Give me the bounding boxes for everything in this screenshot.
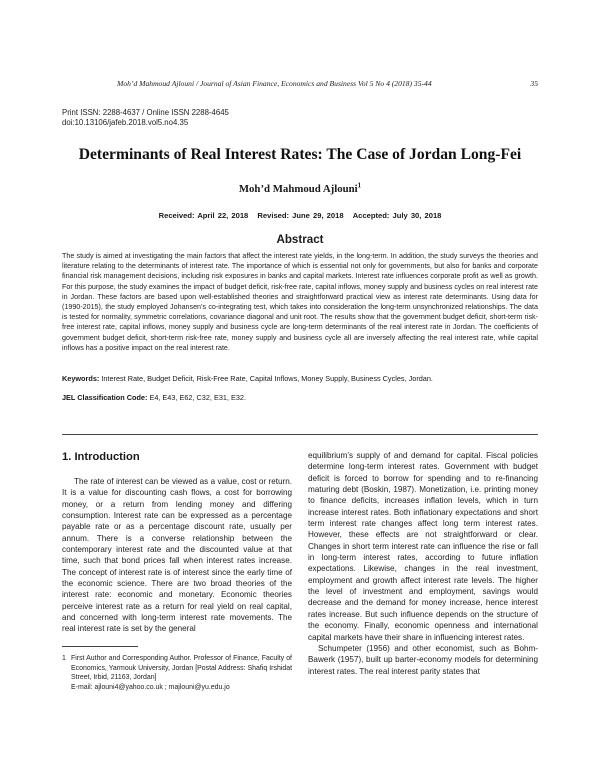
received-date: Received: April 22, 2018 bbox=[158, 211, 249, 220]
left-column bbox=[62, 476, 292, 635]
footnote-email: E-mail: ajlouni4@yahoo.co.uk ; majlouni@yu.edu.jo bbox=[71, 683, 230, 691]
keywords-label: Keywords: bbox=[62, 374, 100, 383]
revised-date: Revised: June 29, 2018 bbox=[257, 211, 344, 220]
running-header-text: Moh’d Mahmoud Ajlouni / Journal of Asian Finance, Economics and Business Vol 5 No 4 (2018) 35-44 bbox=[117, 79, 432, 88]
footnote-number: 1 bbox=[62, 655, 66, 662]
submission-dates bbox=[40, 211, 560, 220]
footnote-divider bbox=[62, 646, 138, 647]
right-column bbox=[308, 450, 538, 677]
keywords-text: Interest Rate, Budget Deficit, Risk-Free Rate, Capital Inflows, Money Supply, Business Cycles, Jordan. bbox=[101, 374, 433, 383]
author-line bbox=[40, 183, 560, 195]
jel-codes: E4, E43, E62, C32, E31, E32. bbox=[149, 393, 246, 402]
footnote-text: First Author and Corresponding Author. Professor of Finance, Faculty of Economics, Yarmouk University, Jordan [Postal Address: Shafiq Irshidat Street, Irbid, 21163, Jordan] bbox=[71, 655, 292, 682]
issn-block bbox=[62, 108, 229, 128]
introduction-heading: 1. Introduction bbox=[62, 451, 140, 463]
keywords bbox=[62, 374, 538, 384]
intro-paragraph-3: Schumpeter (1956) and other economist, such as Bohm-Bawerk (1957), built up barter-economy models for determining interest rates. The real interest parity states that bbox=[308, 643, 538, 676]
intro-paragraph-1: The rate of interest can be viewed as a value, cost or return. It is a value for discounting cash flows, a cost for borrowing money, or a return from lending money and differing consumption. Interest rate can be expressed as a percentage payable rate or as a percentage discount rate, usually per annum. There is a converse relationship between the contemporary interest rate and the discounted value at that time, such that bond prices fall when interest rates increase. The concept of interest rate is of interest since the early time of the economic science. There are two broad theories of the interest rate: economic and monetary. Economic theories perceive interest rate as a return for real yield on real capital, and concerned with long-term interest rate movements. The real interest rate is set by the general bbox=[62, 477, 292, 634]
author-footnote bbox=[62, 654, 292, 692]
accepted-date: Accepted: July 30, 2018 bbox=[352, 211, 442, 220]
paper-title: Determinants of Real Interest Rates: The Case of Jordan Long-Fei bbox=[78, 146, 522, 163]
author-footnote-mark: 1 bbox=[357, 181, 362, 190]
page-number: 35 bbox=[530, 79, 538, 88]
section-divider bbox=[62, 434, 538, 435]
doi-line: doi:10.13106/jafeb.2018.vol5.no4.35 bbox=[62, 118, 189, 127]
issn-line: Print ISSN: 2288-4637 / Online ISSN 2288-4645 bbox=[62, 108, 229, 117]
author-name: Moh’d Mahmoud Ajlouni bbox=[238, 183, 358, 195]
abstract-text: The study is aimed at investigating the main factors that affect the interest rate yields, in the long-term. In addition, the study surveys the theories and literature relating to the determinants of interest rate. The importance of which is essential not only for governments, but also for banks and corporate financial risk management decisions, including risk exposures in banks and capital markets. Interest rate influences corporate profit as well as growth. For this purpose, the study examines the impact of budget deficit, risk-free rate, capital inflows, money supply and business cycles on real interest rate in Jordan. These factors are based upon well-established theories and straightforward practical view as interest rate determinants. Using data for (1990-2015), the study employed Johansen’s co-integrating test, which takes into consideration the long-term unsynchronized relationships. The data is tested for normality, symmetric correlations, covariance diagonal and unit root. The results show that the government budget deficit, short-term risk-free interest rate, capital inflows, money supply and business cycle are long-term determinants of the real interest rate in Jordan. The coefficients of government budget deficit, short-term risk-free rate, money supply and business cycle all are inversely affecting the real interest rate, while capital inflows has a positive impact on the real interest rate. bbox=[62, 252, 538, 352]
intro-paragraph-2: equilibrium’s supply of and demand for capital. Fiscal policies determine long-term interest rates. Government with budget deficit is forced to borrow for spending and to re-financing maturing debt (Boskin, 1987). Monetization, i.e. printing money to finance deficits, increases inflation levels, which in turn increase interest rates. Both inflationary expectations and short term interest rate changes affect long term interest rates. However, these effects are not straightforward or clear. Changes in short term interest rate can influence the rise or fall in long-term interest rates, according to future inflation expectations. Likewise, changes in the real investment, employment and growth affect interest rate levels. The higher the level of investment and employment, savings would decrease and the demand for money increase, hence interest rates increase. But such influence depends on the structure of the economy. Finally, economic openness and international capital markets have their share in influencing interest rates. bbox=[308, 451, 538, 642]
jel-label: JEL Classification Code: bbox=[62, 393, 148, 402]
abstract-heading: Abstract bbox=[276, 233, 324, 246]
jel-classification bbox=[62, 393, 538, 403]
